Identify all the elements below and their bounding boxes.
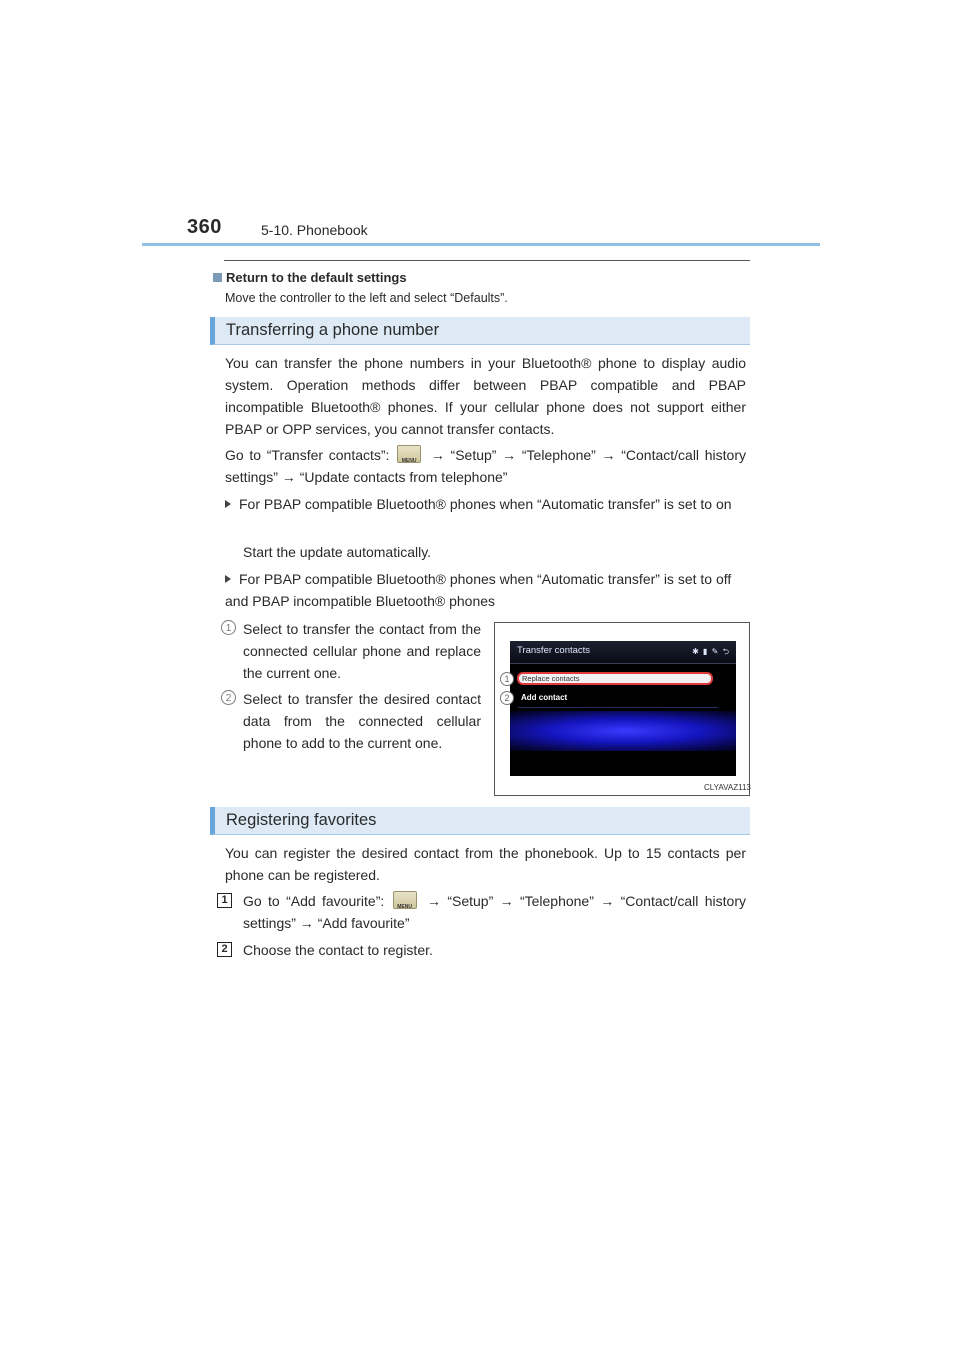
favorites-heading: Registering favorites — [226, 811, 377, 829]
transfer-contacts-screen — [510, 641, 736, 776]
list-divider — [518, 707, 718, 708]
screen-titlebar — [510, 641, 736, 664]
replace-contacts-option[interactable]: Replace contacts — [517, 672, 713, 685]
image-code: CLYAVAZ113 — [704, 783, 751, 792]
transfer-goto: Go to “Transfer contacts”: MENU → “Setup” → “Telephone” → “Contact/call history settings” → “Update contacts from telephone” — [225, 447, 746, 485]
step-number-1: 1 — [221, 620, 236, 635]
bullet-automatic-on: For PBAP compatible Bluetooth® phones when “Automatic transfer” is set to on — [225, 493, 746, 515]
fav-step-1-text: Go to “Add favourite”: MENU → “Setup” → “Telephone” → “Contact/call history settings” → “Add favourite” — [243, 893, 746, 931]
favorites-heading-band — [210, 807, 750, 835]
step-2-text: Select to transfer the desired contact data from the connected cellular phone to add to the current one. — [243, 691, 481, 751]
fav-step-number-2: 2 — [217, 942, 232, 957]
section-title: 5-10. Phonebook — [261, 222, 368, 238]
blue-glow-decoration — [510, 711, 736, 751]
triangle-bullet-icon — [225, 575, 231, 583]
triangle-bullet-icon — [225, 500, 231, 508]
step-number-2: 2 — [221, 690, 236, 705]
fav-step-number-1: 1 — [217, 893, 232, 908]
header-rule — [142, 243, 820, 246]
menu-button-icon: MENU — [393, 891, 417, 909]
defaults-heading: Return to the default settings — [213, 270, 407, 285]
screen-title: Transfer contacts — [517, 645, 591, 656]
divider — [224, 260, 750, 261]
step-1-text: Select to transfer the contact from the connected cellular phone and replace the current one. — [243, 621, 481, 681]
page-number: 360 — [187, 216, 222, 238]
square-bullet-icon — [213, 273, 222, 282]
add-contact-option[interactable]: Add contact — [521, 693, 568, 702]
transfer-heading-band — [210, 317, 750, 345]
favorites-intro: You can register the desired contact from the phonebook. Up to 15 contacts per phone can be registered. — [225, 845, 746, 883]
fav-step-2-text: Choose the contact to register. — [243, 942, 433, 958]
bullet-automatic-on-sub: Start the update automatically. — [243, 544, 432, 560]
transfer-intro: You can transfer the phone numbers in your Bluetooth® phone to display audio system. Operation methods differ between PBAP compatible and PBAP incompatible Bluetooth® phones. If your cellular phone does not support either PBAP or OPP services, you cannot transfer contacts. — [225, 355, 746, 437]
callout-1: 1 — [500, 672, 514, 686]
callout-2: 2 — [500, 691, 514, 705]
status-icons: ✱ ▮ ✎ ⮌ — [692, 647, 730, 656]
transfer-heading: Transferring a phone number — [226, 321, 440, 339]
bullet-automatic-off: For PBAP compatible Bluetooth® phones when “Automatic transfer” is set to off and PBAP incompatible Bluetooth® phones — [225, 571, 732, 609]
menu-button-icon: MENU — [397, 445, 421, 463]
defaults-text: Move the controller to the left and select “Defaults”. — [225, 291, 508, 305]
